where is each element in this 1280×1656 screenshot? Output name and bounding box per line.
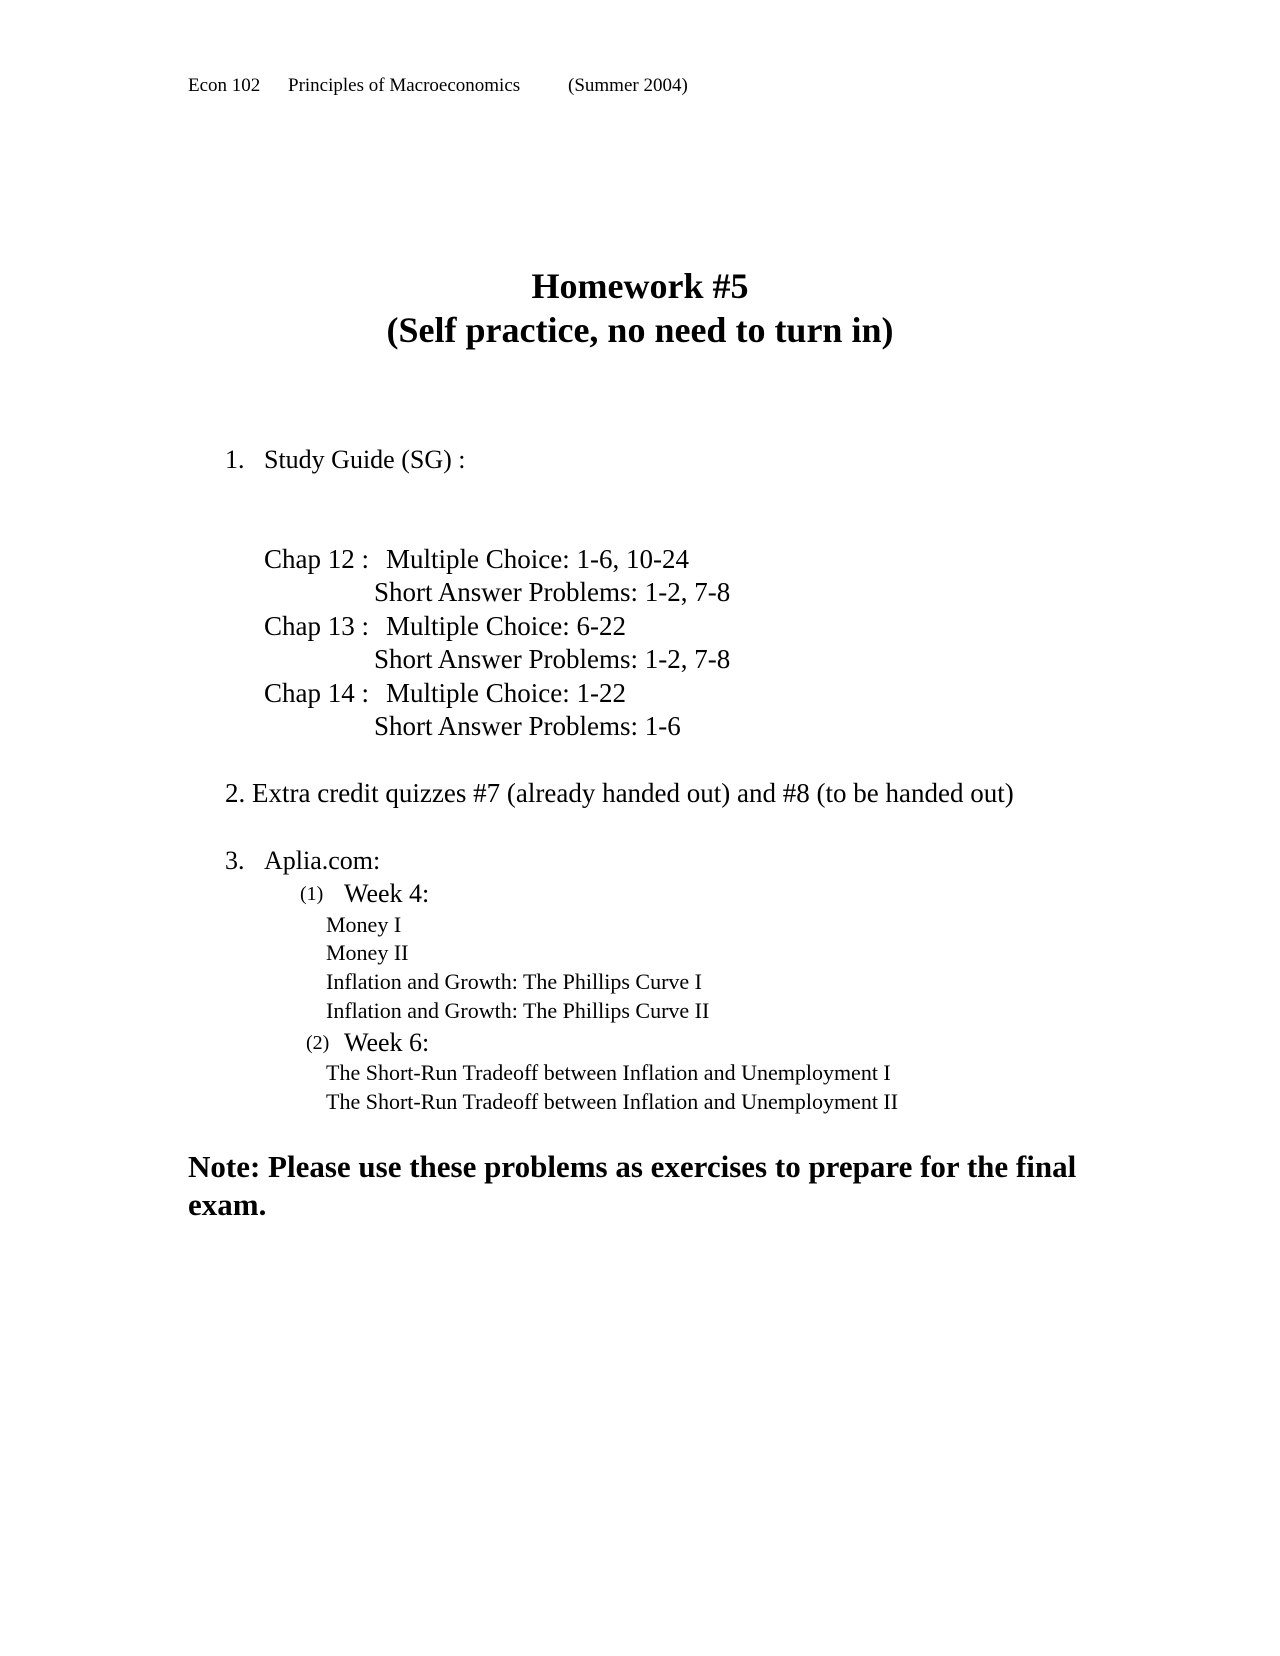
aplia-item: Money I (326, 912, 402, 937)
chap12-multiple-choice: Multiple Choice: 1-6, 10-24 (386, 544, 689, 574)
week6-label: Week 6: (344, 1028, 430, 1057)
week6-number: (2) (306, 1032, 330, 1054)
aplia-item: Inflation and Growth: The Phillips Curve II (326, 998, 710, 1023)
chap12-label: Chap 12 : (264, 544, 369, 574)
final-note: Note: Please use these problems as exercises to prepare for the final exam. (188, 1149, 1077, 1222)
page-title: Homework #5 (531, 266, 749, 306)
chap14-multiple-choice: Multiple Choice: 1-22 (386, 678, 626, 708)
item1-label: Study Guide (SG) : (264, 445, 466, 474)
aplia-item: Inflation and Growth: The Phillips Curve I (326, 969, 702, 994)
aplia-item: The Short-Run Tradeoff between Inflation and Unemployment I (326, 1060, 891, 1085)
aplia-item: Money II (326, 940, 409, 965)
week4-number: (1) (300, 883, 324, 905)
header-course: Econ 102 (188, 75, 261, 96)
header-term: (Summer 2004) (568, 75, 688, 96)
item3-number: 3. (225, 846, 245, 875)
chap13-short-answer: Short Answer Problems: 1-2, 7-8 (374, 644, 731, 674)
aplia-item: The Short-Run Tradeoff between Inflation and Unemployment II (326, 1089, 899, 1114)
chap14-label: Chap 14 : (264, 678, 369, 708)
header-course-name: Principles of Macroeconomics (288, 75, 521, 96)
chap14-short-answer: Short Answer Problems: 1-6 (374, 711, 681, 741)
item2-text: 2. Extra credit quizzes #7 (already handed out) and #8 (to be handed out) (225, 778, 1014, 808)
chap12-short-answer: Short Answer Problems: 1-2, 7-8 (374, 577, 731, 607)
chap13-label: Chap 13 : (264, 611, 369, 641)
item3-label: Aplia.com: (264, 846, 381, 875)
chap13-multiple-choice: Multiple Choice: 6-22 (386, 611, 626, 641)
item1-number: 1. (225, 445, 245, 474)
page-subtitle: (Self practice, no need to turn in) (386, 310, 894, 350)
week4-label: Week 4: (344, 879, 430, 908)
